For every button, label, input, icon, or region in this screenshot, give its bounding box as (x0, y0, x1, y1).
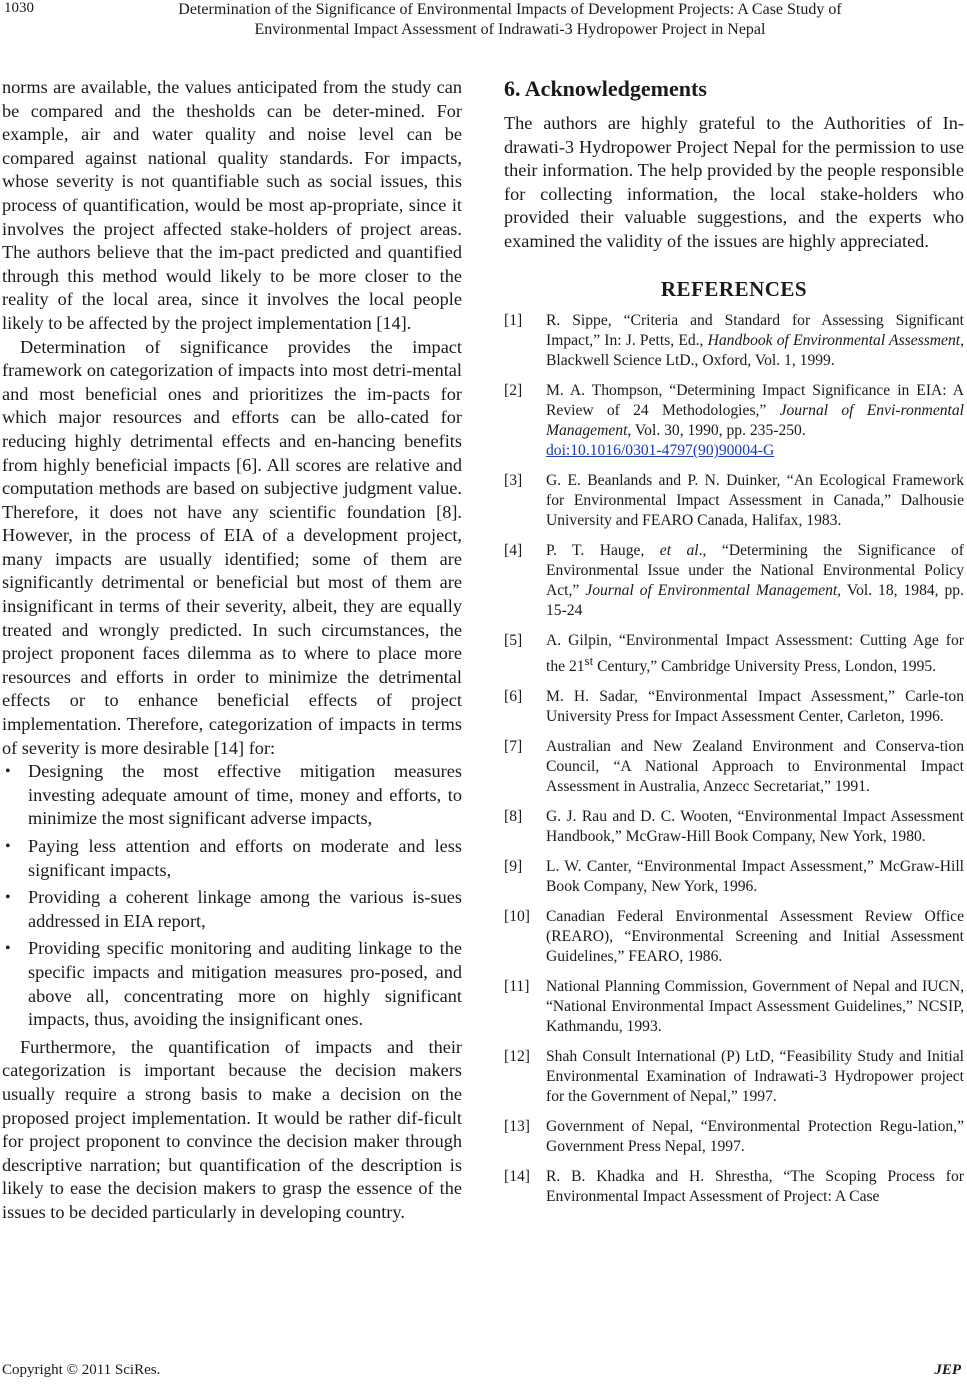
copyright-notice: Copyright © 2011 SciRes. (2, 1362, 161, 1378)
reference-text: M. A. Thompson, “Determining Impact Significance in EIA: A Review of 24 Methodologies,” Journal of Envi-ronmental Management, Vol. 30, 1990, pp. 235-250. doi:10.1016/0301-4797(90)90004-G (546, 382, 964, 460)
reference-item (504, 471, 964, 531)
body-paragraph: norms are available, the values anticipated from the study can be compared and the thesholds can be deter-mined. For example, air and water quality and noise level can be compared against national quality standards. For impacts, whose severity is not quantifiable such as social issues, this process of quantification, would be most ap-propriate, since it involves the project affected stake-holders of project areas. The authors believe that the im-pact predicted and quantified through this method would likely to be more closer to the reality of the local area, since it involves the local people likely to be affected by the project implementation [14]. (2, 77, 462, 333)
reference-item (504, 631, 964, 677)
reference-item (504, 977, 964, 1037)
reference-number: [14] (504, 1168, 530, 1186)
reference-item (504, 541, 964, 621)
bullet-item: • Designing the most effective mitigation measures investing adequate amount of time, money and efforts, to minimize the most significant adverse impacts, (2, 760, 462, 831)
reference-number: [4] (504, 542, 523, 560)
page-number: 1030 (4, 0, 34, 16)
reference-number: [10] (504, 908, 530, 926)
reference-text: P. T. Hauge, et al., “Determining the Significance of Environmental Issue under the National Environmental Policy Act,” Journal of Environmental Management, Vol. 18, 1984, pp. 15-24 (546, 542, 964, 620)
reference-text: G. E. Beanlands and P. N. Duinker, “An Ecological Framework for Environmental Impact Assessment in Canada,” Dalhousie University and FEARO Canada, Halifax, 1983. (546, 472, 964, 530)
running-header-line-1: Determination of the Significance of Environmental Impacts of Development Projects: A Case Study of (178, 1, 842, 18)
body-paragraph: Furthermore, the quantification of impacts and their categorization is important because the decision makers usually require a strong basis to make a decision on the proposed project implementation. It would be rather dif-ficult for project proponent to convince the decision maker through descriptive narration; but quantification of the description is likely to ease the decision makers to grasp the essence of the issues to be decided particularly in developing country. (2, 1036, 462, 1222)
reference-number: [11] (504, 978, 530, 996)
reference-number: [7] (504, 738, 523, 756)
reference-item (504, 1117, 964, 1157)
reference-item (504, 1167, 964, 1207)
reference-item (504, 1047, 964, 1107)
reference-text: L. W. Canter, “Environmental Impact Assessment,” McGraw-Hill Book Company, New York, 1996. (546, 858, 964, 896)
reference-number: [1] (504, 312, 523, 330)
reference-number: [8] (504, 808, 523, 826)
reference-number: [6] (504, 688, 523, 706)
bullet-item: • Providing specific monitoring and auditing linkage to the specific impacts and mitigation measures pro-posed, and above all, concentrating more on highly significant impacts, thus, avoiding the insignificant ones. (2, 937, 462, 1031)
body-paragraph: Determination of significance provides the impact framework on categorization of impacts into most detri-mental and most beneficial ones and prioritizes the im-pacts for which major resources and efforts can be allo-cated for reducing highly detrimental effects and en-hancing benefits from highly beneficial impacts [6]. All scores are relative and computation methods are based on subjective judgment value. Therefore, it does not have any scientific foundation [8]. However, in the process of EIA of a development project, many impacts are usually identified; some of them are significantly detrimental or beneficial but most of them are insignificant in terms of their severity, albeit, they are equally treated and wrongly predicted. In such circumstances, the project proponent faces dilemma as to where to place more resources and efforts in order to minimize the detrimental effects or to enhance beneficial effects of project implementation. Therefore, categorization of impacts in terms of severity is more desirable [14] for: (2, 336, 462, 758)
right-column (504, 76, 964, 1217)
reference-text: R. B. Khadka and H. Shrestha, “The Scoping Process for Environmental Impact Assessment of Project: A Case (546, 1168, 964, 1206)
reference-item (504, 807, 964, 847)
acknowledgements-text: The authors are highly grateful to the Authorities of In-drawati-3 Hydropower Project Nepal for the permission to use their information. The help provided by the people responsible for collecting information, the local stake-holders who provided their valuable suggestions, and the experts who examined the validity of the issues are highly appreciated. (504, 113, 964, 251)
running-header (80, 0, 940, 40)
reference-text: Australian and New Zealand Environment and Conserva-tion Council, “A National Approach to Environmental Impact Assessment in Australia, Anzecc Secretariat,” 1991. (546, 738, 964, 796)
reference-text: R. Sippe, “Criteria and Standard for Assessing Significant Impact,” In: J. Petts, Ed., Handbook of Environmental Assessment, Blackwell Science LtD., Oxford, Vol. 1, 1999. (546, 312, 964, 370)
bullet-list (2, 760, 462, 1032)
reference-text: Canadian Federal Environmental Assessment Review Office (REARO), “Environmental Screening and Initial Assessment Guidelines,” FEARO, 1986. (546, 908, 964, 966)
reference-item (504, 687, 964, 727)
acknowledgements-heading: 6. Acknowledgements (504, 76, 707, 101)
reference-number: [2] (504, 382, 523, 400)
reference-text: Government of Nepal, “Environmental Protection Regu-lation,” Government Press Nepal, 1997. (546, 1118, 964, 1156)
reference-item (504, 737, 964, 797)
reference-text: M. H. Sadar, “Environmental Impact Assessment,” Carle-ton University Press for Impact Assessment Center, Carleton, 1996. (546, 688, 964, 726)
doi-link[interactable]: doi:10.1016/0301-4797(90)90004-G (546, 442, 775, 460)
reference-item (504, 311, 964, 371)
reference-list (504, 311, 964, 1207)
left-column (2, 76, 462, 1225)
running-header-line-2: Environmental Impact Assessment of Indrawati-3 Hydropower Project in Nepal (254, 21, 766, 38)
reference-text: National Planning Commission, Government of Nepal and IUCN, “National Environmental Impact Assessment Guidelines,” NCSIP, Kathmandu, 1993. (546, 978, 964, 1036)
reference-number: [5] (504, 632, 523, 650)
reference-text: Shah Consult International (P) LtD, “Feasibility Study and Initial Environmental Examination of Indrawati-3 Hydropower project for the Government of Nepal,” 1997. (546, 1048, 964, 1106)
reference-item (504, 857, 964, 897)
journal-abbreviation: JEP (934, 1362, 961, 1378)
references-heading: REFERENCES (660, 276, 808, 301)
reference-item (504, 907, 964, 967)
bullet-item: • Paying less attention and efforts on moderate and less significant impacts, (2, 835, 462, 882)
bullet-item: • Providing a coherent linkage among the various is-sues addressed in EIA report, (2, 886, 462, 933)
reference-number: [13] (504, 1118, 530, 1136)
reference-number: [9] (504, 858, 523, 876)
reference-text: G. J. Rau and D. C. Wooten, “Environmental Impact Assessment Handbook,” McGraw-Hill Book Company, New York, 1980. (546, 808, 964, 846)
reference-item (504, 381, 964, 461)
reference-number: [12] (504, 1048, 530, 1066)
reference-number: [3] (504, 472, 523, 490)
reference-text: A. Gilpin, “Environmental Impact Assessment: Cutting Age for the 21st Century,” Cambridge University Press, London, 1995. (546, 632, 964, 676)
